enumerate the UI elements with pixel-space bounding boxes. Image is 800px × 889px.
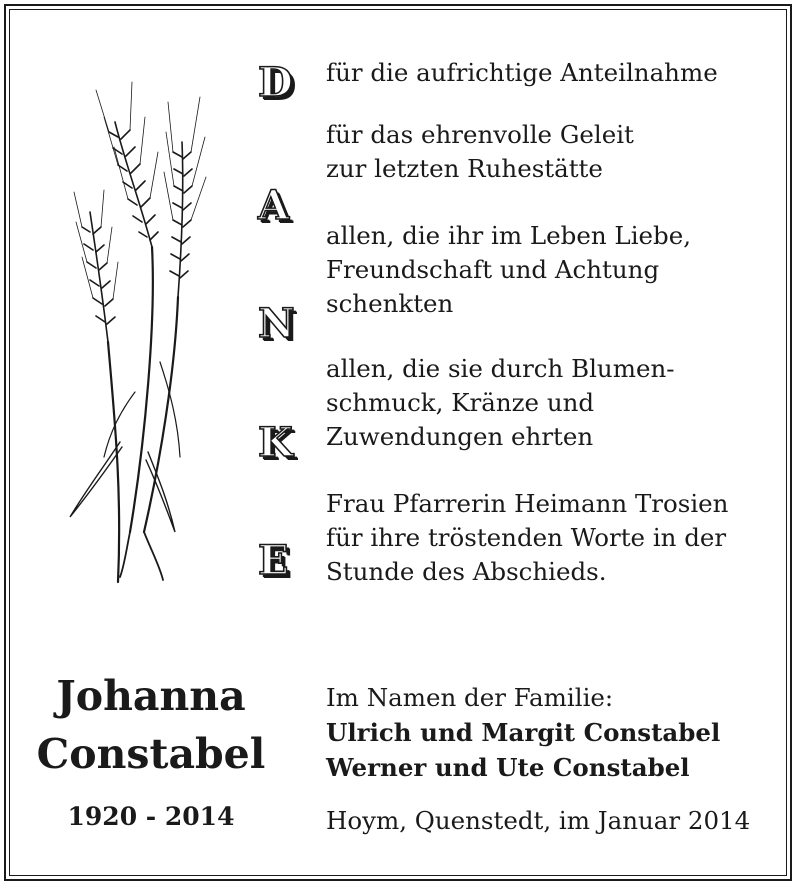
letter-d: D bbox=[258, 59, 293, 106]
life-years: 1920 - 2014 bbox=[67, 802, 235, 831]
thanks-paragraph-2: für das ehrenvolle Geleit zur letzten Ruhestätte bbox=[326, 120, 634, 183]
place-date: Hoym, Quenstedt, im Januar 2014 bbox=[326, 806, 751, 835]
deceased-last-name: Constabel bbox=[36, 730, 266, 778]
wheat-icon bbox=[60, 62, 220, 587]
letter-e: E bbox=[258, 537, 289, 584]
letter-n: N bbox=[258, 300, 295, 347]
thanks-paragraph-5: Frau Pfarrerin Heimann Trosien für ihre tröstenden Worte in der Stunde des Abschieds. bbox=[326, 489, 729, 586]
letter-k: K bbox=[258, 419, 293, 466]
family-intro: Im Namen der Familie: bbox=[326, 683, 614, 712]
thanks-paragraph-4: allen, die sie durch Blumen- schmuck, Kränze und Zuwendungen ehrten bbox=[326, 354, 675, 451]
deceased-first-name: Johanna bbox=[56, 672, 246, 720]
family-line-1: Ulrich und Margit Constabel bbox=[326, 718, 721, 747]
family-line-2: Werner und Ute Constabel bbox=[326, 753, 690, 782]
thanks-paragraph-3: allen, die ihr im Leben Liebe, Freundschaft und Achtung schenkten bbox=[326, 221, 691, 318]
thanks-paragraph-1: für die aufrichtige Anteilnahme bbox=[326, 58, 718, 87]
letter-a: A bbox=[258, 182, 290, 229]
